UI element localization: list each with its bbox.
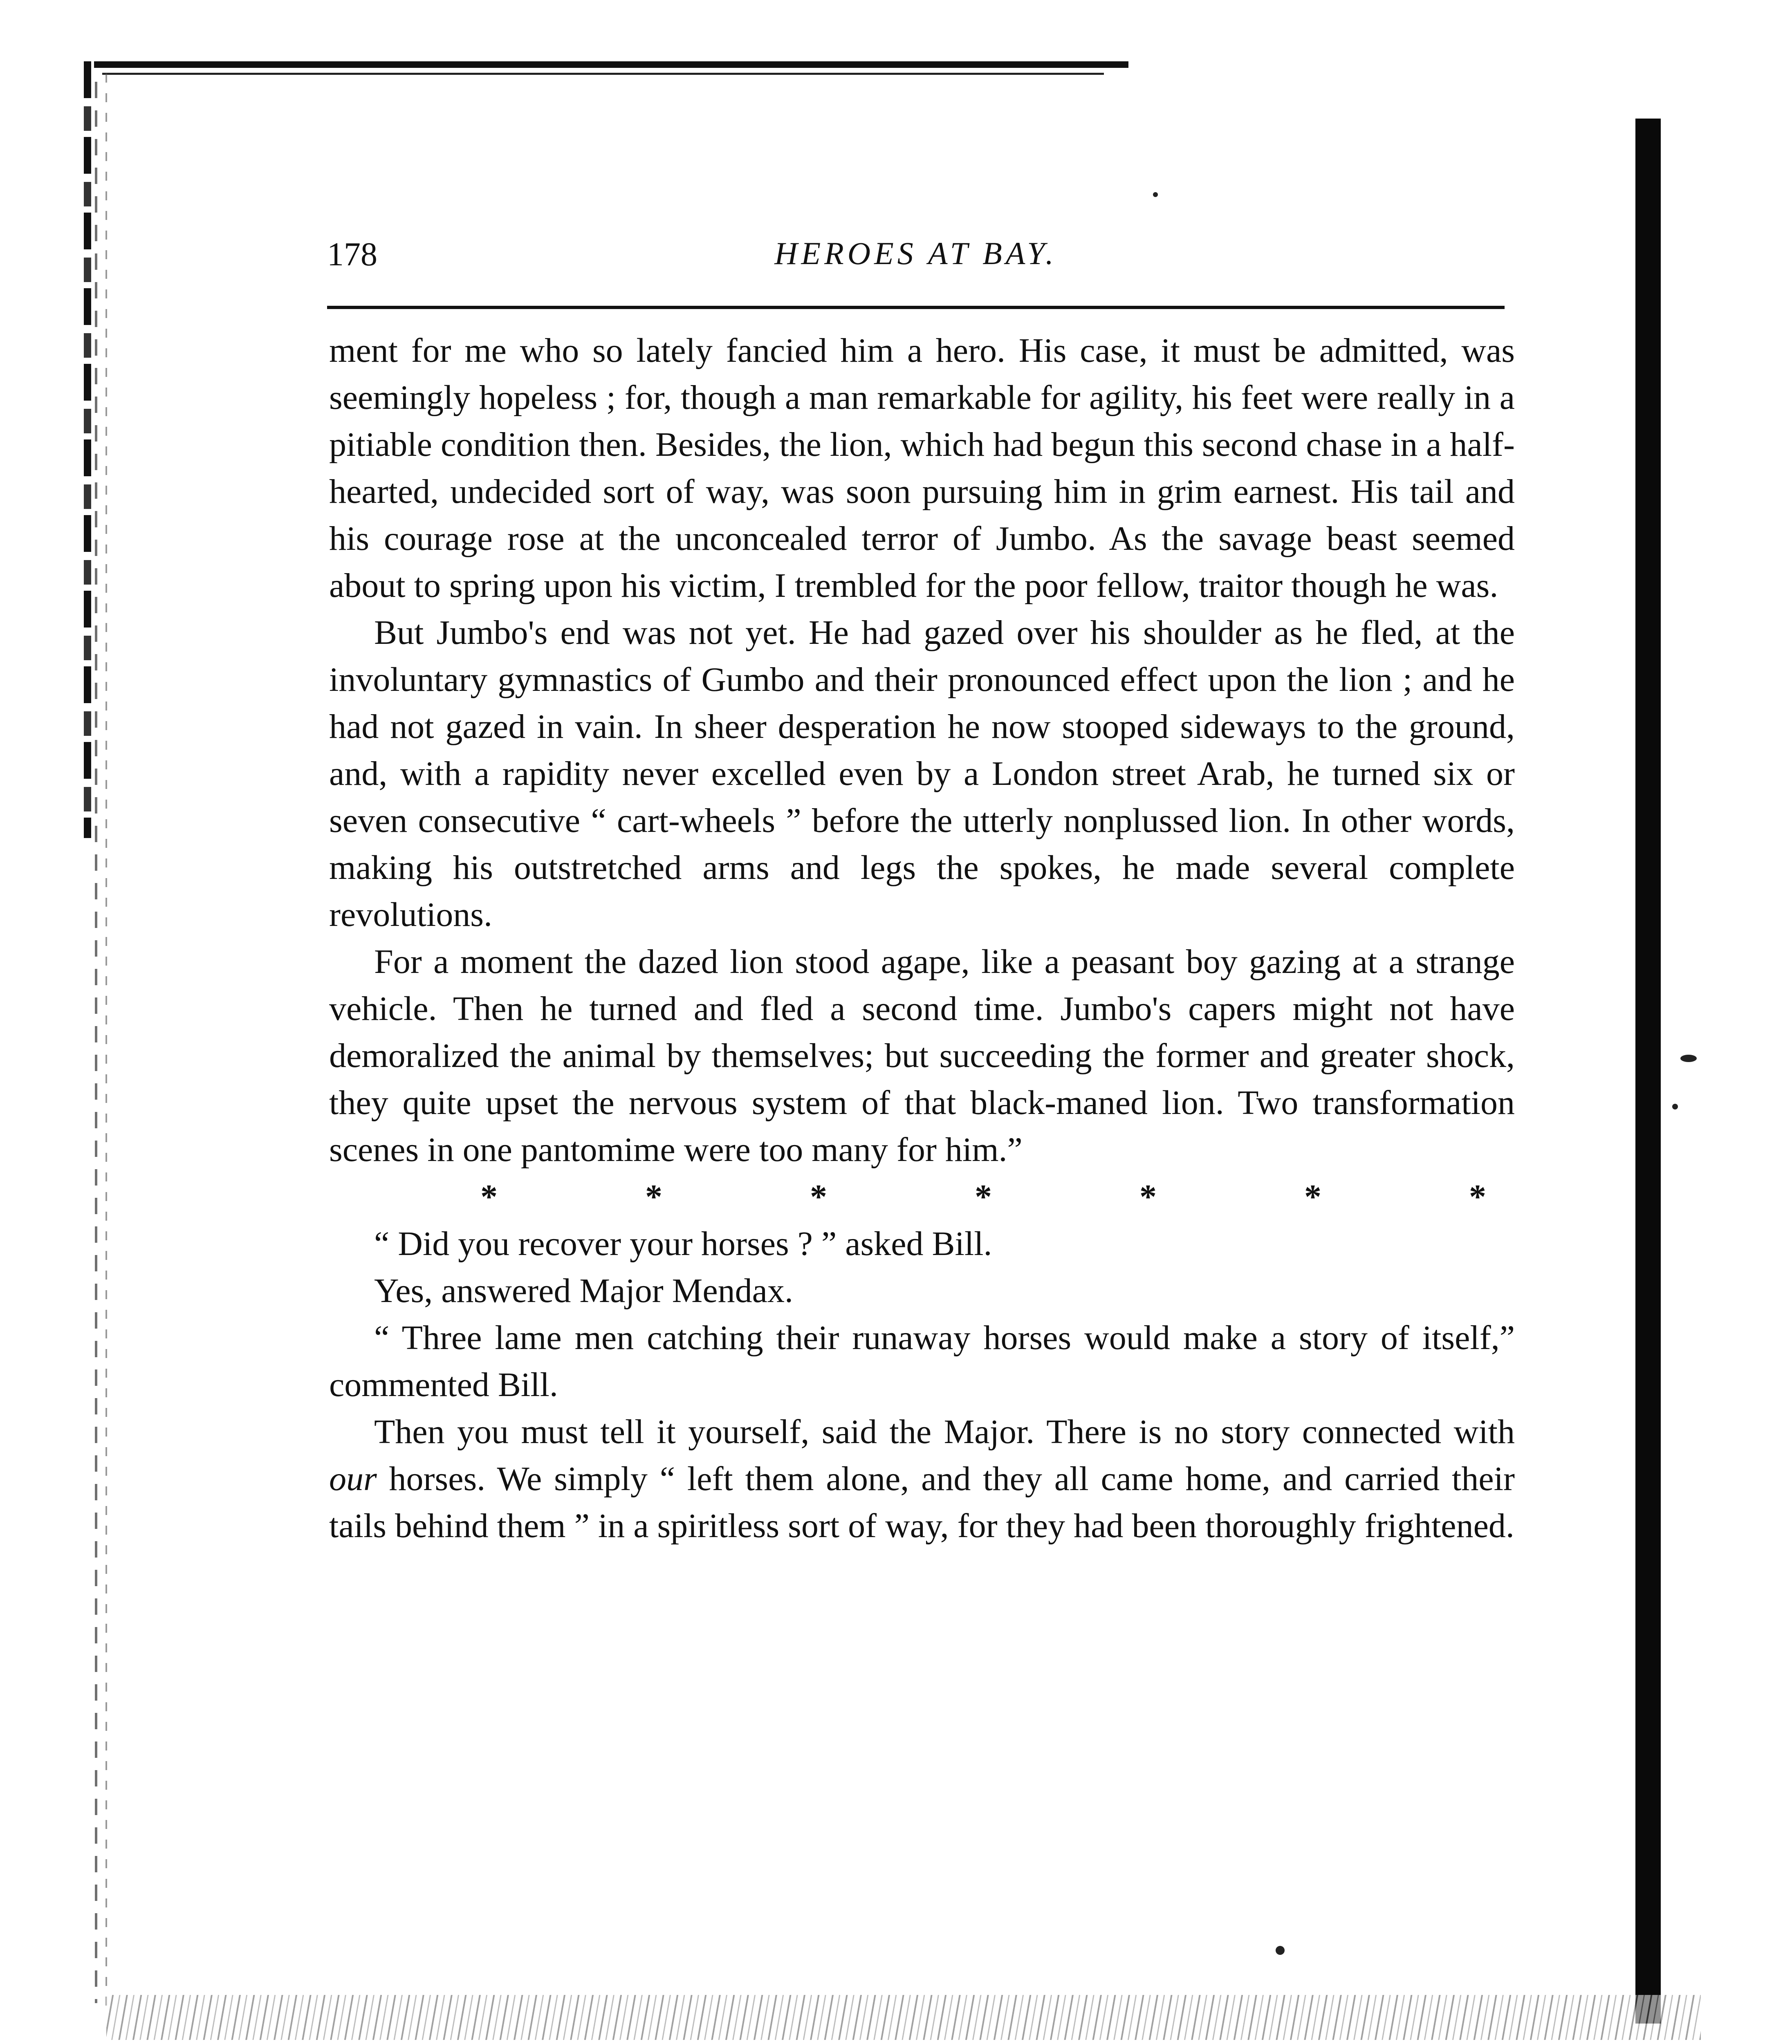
page-frame-top-rule [102,73,1104,75]
section-break-star: * [1304,1178,1321,1216]
dialogue-line [329,1408,1515,1549]
running-head [327,229,1505,278]
emphasized-word: our [329,1460,377,1498]
dialogue-text: horses. We simply “ left them alone, and they all came home, and carried their tails behind them ” in a spiritless sort of way, for they had been thoroughly frightened. [329,1460,1515,1545]
page-frame-left-rule-inner [105,74,107,2015]
page-number: 178 [327,235,377,273]
paragraph: But Jumbo's end was not yet. He had gazed over his shoulder as he fled, at the involuntary gymnastics of Gumbo and their pronounced effect upon the lion ; and he had not gazed in vain. In sheer desperation he now stooped sideways to the ground, and, with a rapidity never excelled even by a London street Arab, he turned six or seven consecutive “ cart-wheels ” before the utterly nonplussed lion. In other words, making his outstretched arms and legs the spokes, he made several complete revolutions. [329,614,1515,934]
section-break-star: * [810,1178,827,1216]
paragraph: For a moment the dazed lion stood agape, like a peasant boy gazing at a strange vehicle. Then he turned and fled a second time. Jumbo's capers might not have demoralized the animal by themselves; but succeeding the former and greater shock, they quite upset the nervous system of that black-maned lion. Two transformation scenes in one pantomime were too many for him.” [329,943,1515,1169]
page-frame-right-edge [1635,119,1661,2024]
page-frame-left-rule [95,82,97,2003]
scan-speck [1276,1946,1285,1955]
section-break-star: * [1469,1178,1486,1216]
scan-speck [1680,1055,1697,1062]
page-frame-bottom-noise [106,1995,1701,2040]
section-break-star: * [1139,1178,1157,1216]
paragraph: ment for me who so lately fancied him a hero. His case, it must be admitted, was seemingly hopeless ; for, though a man remarkable for agility, his feet were really in a pitiable condition then. Besides, the lion, which had begun this second chase in a half-hearted, undecided sort of way, was soon pursuing him in grim earnest. His tail and his courage rose at the unconcealed terror of Jumbo. As the savage beast seemed about to spring upon his victim, I trembled for the poor fellow, traitor though he was. [329,332,1515,605]
dialogue-line: “ Did you recover your horses ? ” asked Bill. [374,1225,992,1263]
page-frame-top-edge [94,61,1128,68]
section-break-star: * [480,1178,498,1216]
section-break-star: * [645,1178,662,1216]
section-break [329,1173,1515,1220]
header-rule [327,306,1505,309]
running-title: HEROES AT BAY. [774,235,1057,271]
dialogue-line: Yes, answered Major Mendax. [374,1272,793,1310]
body-text [329,327,1515,1549]
dialogue-line: “ Three lame men catching their runaway horses would make a story of itself,” commented Bill. [329,1319,1515,1404]
page-frame-left-edge [84,61,91,838]
scan-speck [1153,192,1158,197]
scan-speck [1672,1104,1678,1109]
section-break-star: * [975,1178,992,1216]
dialogue-text: Then you must tell it yourself, said the Major. There is no story connected with [374,1413,1515,1451]
